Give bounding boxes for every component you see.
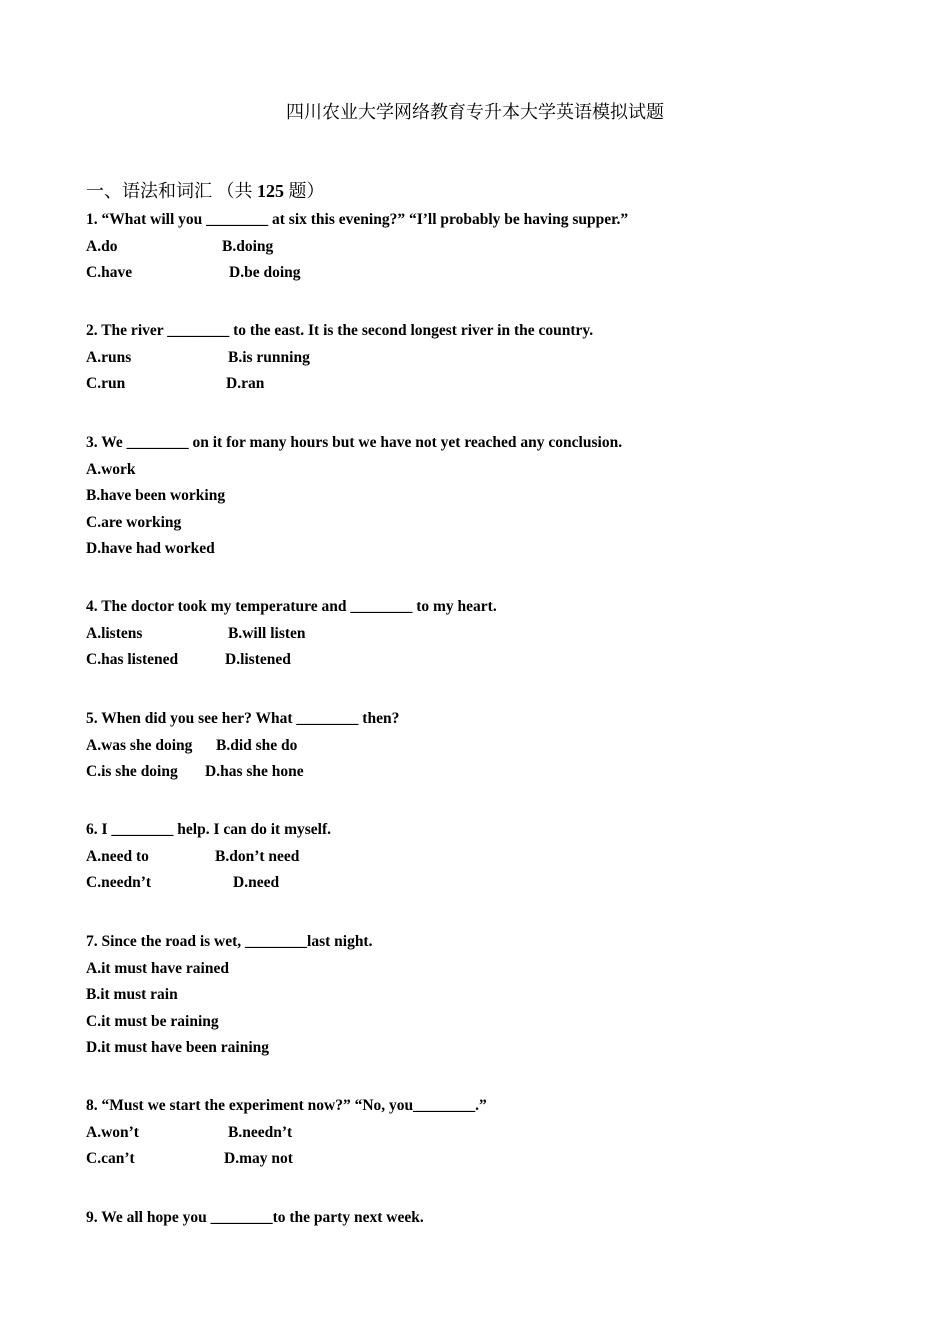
option-b: B.don’t need (215, 847, 300, 865)
document-title: 四川农业大学网络教育专升本大学英语模拟试题 (286, 102, 664, 122)
option-b: B.needn’t (228, 1123, 293, 1141)
question-text: 9. We all hope you ________to the party next week. (86, 1209, 424, 1226)
section-heading-prefix: 一、语法和词汇 （共 (86, 181, 253, 201)
option-d: D.be doing (229, 264, 301, 282)
option-a: A.runs (86, 348, 132, 366)
option-b: B.is running (228, 348, 310, 366)
section-heading (86, 177, 325, 203)
option-a: A.listens (86, 624, 143, 642)
section-question-count: 125 (257, 181, 284, 201)
option-b: B.did she do (216, 736, 298, 754)
question-text: 3. We ________ on it for many hours but we have not yet reached any conclusion. (86, 434, 623, 451)
question-2 (86, 318, 886, 398)
question-7 (86, 929, 886, 1062)
question-text: 4. The doctor took my temperature and ________ to my heart. (86, 598, 497, 615)
option-c: C.run (86, 375, 126, 393)
option-c: C.has listened (86, 651, 179, 669)
question-text: 7. Since the road is wet, ________last night. (86, 933, 373, 950)
option-d: D.need (233, 874, 280, 892)
option-c: C.is she doing (86, 763, 178, 781)
question-9 (86, 1205, 886, 1232)
option-d: D.it must have been raining (86, 1039, 269, 1057)
option-d: D.has she hone (205, 763, 304, 781)
option-b: B.have been working (86, 487, 226, 505)
question-8 (86, 1093, 886, 1173)
question-text: 6. I ________ help. I can do it myself. (86, 821, 331, 838)
option-d: D.listened (225, 651, 291, 669)
option-a: A.was she doing (86, 736, 193, 754)
option-d: D.have had worked (86, 540, 215, 558)
question-text: 1. “What will you ________ at six this evening?” “I’ll probably be having supper.” (86, 211, 629, 228)
option-a: A.do (86, 237, 118, 255)
section-heading-suffix: 题） (288, 181, 325, 201)
option-b: B.will listen (228, 624, 306, 642)
option-b: B.it must rain (86, 986, 178, 1004)
option-c: C.can’t (86, 1150, 135, 1168)
question-6 (86, 817, 886, 897)
option-d: D.may not (224, 1150, 293, 1168)
question-3 (86, 430, 886, 563)
option-c: C.are working (86, 513, 182, 531)
option-a: A.it must have rained (86, 959, 229, 977)
option-a: A.work (86, 460, 136, 478)
option-c: C.needn’t (86, 874, 152, 892)
question-4 (86, 594, 886, 674)
question-text: 5. When did you see her? What ________ then? (86, 710, 400, 727)
question-text: 2. The river ________ to the east. It is the second longest river in the country. (86, 322, 594, 339)
option-c: C.it must be raining (86, 1012, 219, 1030)
option-a: A.need to (86, 847, 149, 865)
option-b: B.doing (222, 237, 274, 255)
question-text: 8. “Must we start the experiment now?” “No, you________.” (86, 1097, 487, 1114)
option-c: C.have (86, 264, 133, 282)
question-5 (86, 706, 886, 786)
option-a: A.won’t (86, 1123, 139, 1141)
option-d: D.ran (226, 375, 265, 393)
question-1 (86, 207, 886, 287)
